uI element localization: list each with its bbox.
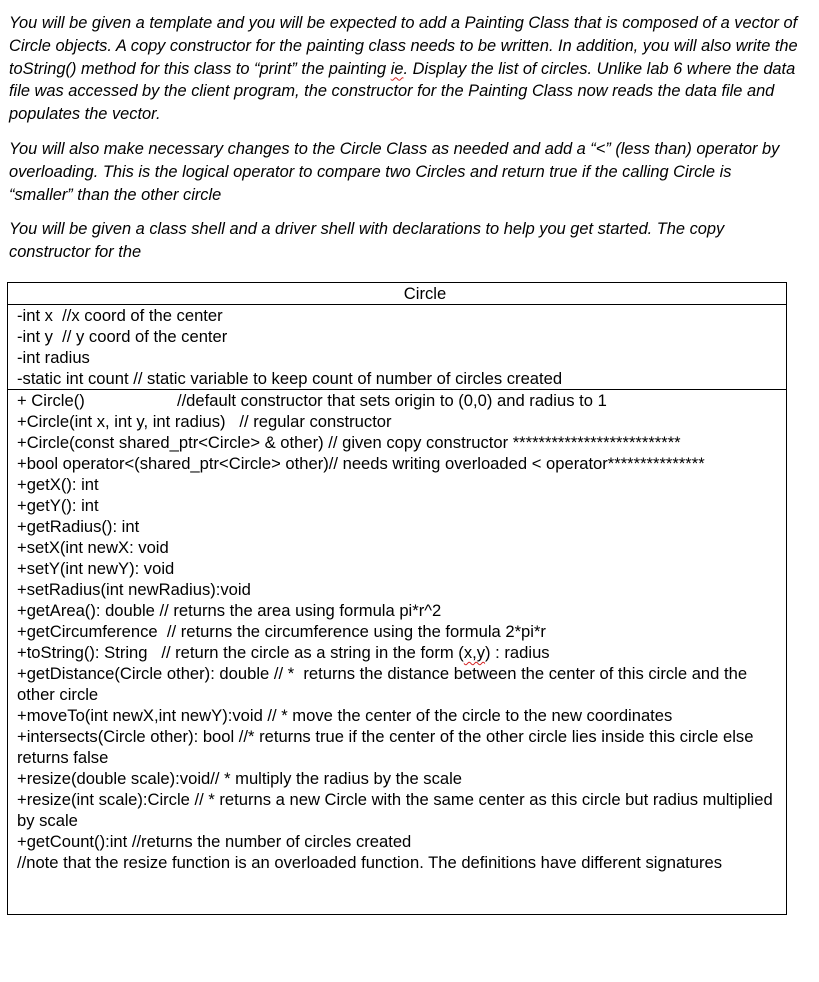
method-gety: +getY(): int bbox=[17, 496, 99, 515]
resize-note: //note that the resize function is an overloaded function. The definitions have different signatures bbox=[17, 853, 723, 872]
methods-section bbox=[8, 390, 786, 873]
method-getcount: +getCount():int //returns the number of circles created bbox=[17, 832, 412, 851]
class-name: Circle bbox=[8, 283, 786, 305]
intro-paragraph-1 bbox=[9, 12, 799, 126]
misspelled-xy: x,y bbox=[463, 643, 486, 662]
method-default-constructor: + Circle() //default constructor that sets origin to (0,0) and radius to 1 bbox=[17, 391, 607, 410]
method-setradius: +setRadius(int newRadius):void bbox=[17, 580, 251, 599]
method-less-than-operator: +bool operator<(shared_ptr<Circle> other)// needs writing overloaded < operator*************** bbox=[17, 454, 705, 473]
intro-paragraph-3: You will be given a class shell and a driver shell with declarations to help you get started. The copy constructor for the bbox=[9, 220, 725, 262]
method-copy-constructor: +Circle(const shared_ptr<Circle> & other) // given copy constructor ************************** bbox=[17, 433, 681, 452]
attribute-radius: -int radius bbox=[17, 348, 90, 367]
method-getarea: +getArea(): double // returns the area using formula pi*r^2 bbox=[17, 601, 442, 620]
method-intersects: +intersects(Circle other): bool //* returns true if the center of the other circle lies inside this circle else returns false bbox=[17, 727, 759, 767]
attribute-x: -int x //x coord of the center bbox=[17, 306, 223, 325]
method-regular-constructor: +Circle(int x, int y, int radius) // regular constructor bbox=[17, 412, 392, 431]
method-tostring bbox=[17, 642, 780, 663]
tostring-text: +toString(): String // return the circle as a string in the form ( bbox=[17, 643, 464, 662]
intro-p1-text: You will be given a template and you will be expected to add a Painting Class that is composed of a vector of Circle objects. A copy constructor for the painting class needs to be written. In addition, you will also write the toString() method for this class to “print” the painting bbox=[9, 14, 798, 78]
method-moveto: +moveTo(int newX,int newY):void // * move the center of the circle to the new coordinates bbox=[17, 706, 673, 725]
method-getradius: +getRadius(): int bbox=[17, 517, 140, 536]
instructions bbox=[9, 12, 799, 276]
circle-class-diagram bbox=[7, 282, 787, 915]
method-setx: +setX(int newX: void bbox=[17, 538, 169, 557]
intro-paragraph-2: You will also make necessary changes to the Circle Class as needed and add a “<” (less than) operator by overloading. This is the logical operator to compare two Circles and return true if the calling Circle is “smaller” than the other circle bbox=[9, 139, 780, 204]
attribute-y: -int y // y coord of the center bbox=[17, 327, 228, 346]
method-getx: +getX(): int bbox=[17, 475, 99, 494]
attribute-count: -static int count // static variable to keep count of number of circles created bbox=[17, 369, 563, 388]
attributes-section bbox=[8, 305, 786, 390]
method-getcircumference: +getCircumference // returns the circumference using the formula 2*pi*r bbox=[17, 622, 546, 641]
method-sety: +setY(int newY): void bbox=[17, 559, 175, 578]
misspelled-word-ie: ie bbox=[390, 59, 404, 78]
method-resize-double: +resize(double scale):void// * multiply the radius by the scale bbox=[17, 769, 463, 788]
method-resize-int: +resize(int scale):Circle // * returns a new Circle with the same center as this circle but radius multiplied by scale bbox=[17, 790, 778, 830]
tostring-text-end: ) : radius bbox=[485, 643, 550, 662]
intro-p1-text-end: . Display the list of circles. Unlike lab 6 where the data file was accessed by the client program, the constructor for the Painting Class now reads the data file and populates the vector. bbox=[9, 59, 796, 124]
method-getdistance: +getDistance(Circle other): double // * returns the distance between the center of this circle and the other circle bbox=[17, 664, 752, 704]
